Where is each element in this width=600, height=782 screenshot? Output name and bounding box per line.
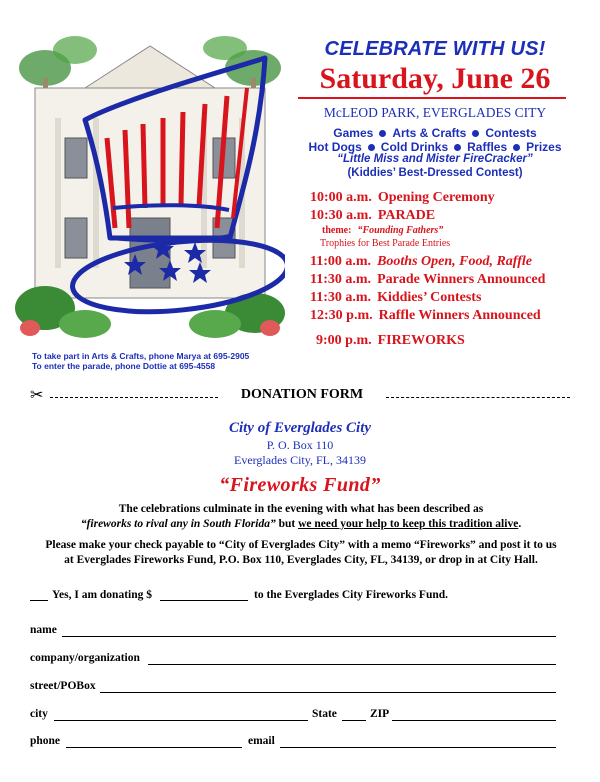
city-label: city [30,708,48,720]
uncle-sam-hat-illustration [15,28,285,346]
state-field[interactable] [342,720,366,721]
schedule-item [310,272,545,288]
bullet-icon [368,144,375,151]
help-appeal: we need your help to keep this tradition alive [298,518,519,530]
schedule-time: 9:00 p.m. [316,333,372,348]
phone-field[interactable] [66,747,242,748]
description-connector: but [275,518,299,530]
bullet-icon [513,144,520,151]
activity-item: Games [333,126,374,140]
name-label: name [30,624,57,636]
date-underline [298,97,566,99]
activity-item: Prizes [526,140,562,154]
parade-theme [322,225,443,236]
city-address: Everglades City, FL, 34139 [234,453,366,467]
theme-value: “Founding Fathers” [357,225,444,236]
donation-statement: Yes, I am donating $ [52,589,153,601]
schedule-event: Booths Open, Food, Raffle [377,254,532,269]
activity-item: Arts & Crafts [392,126,467,140]
zip-field[interactable] [392,720,556,721]
schedule-time: 10:00 a.m. [310,190,372,205]
schedule-time: 11:30 a.m. [310,290,372,305]
payment-instructions-line-1: Please make your check payable to “City of Everglades City” with a memo “Fireworks” and post it to us [45,539,557,551]
parade-trophies: Trophies for Best Parade Entries [320,238,451,249]
company-label: company/organization [30,652,140,664]
schedule-event: Kiddies’ Contests [377,290,482,305]
activities-line-1 [296,126,574,140]
theme-label: theme: [322,225,352,236]
zip-label: ZIP [370,708,390,720]
city-name: City of Everglades City [228,420,372,436]
street-label: street/POBox [30,680,96,692]
venue: McLEOD PARK, EVERGLADES CITY [323,105,547,120]
donation-amount-blank[interactable] [160,600,248,601]
activities-line-2 [296,140,574,154]
city-po-box: P. O. Box 110 [266,438,334,452]
contest-title: “Little Miss and Mister FireCracker” [337,153,533,165]
contact-arts-crafts: To take part in Arts & Crafts, phone Marya at 695-2905 [32,351,250,361]
bullet-icon [454,144,461,151]
schedule-item [310,254,532,270]
activity-item: Cold Drinks [380,140,449,154]
description-line-1: The celebrations culminate in the evening with what has been described as [118,503,484,515]
schedule-event: Raffle Winners Announced [378,308,541,323]
bullet-icon [379,130,386,137]
activity-item: Raffles [467,140,508,154]
schedule-time: 11:30 a.m. [310,272,372,287]
donation-statement-suffix: to the Everglades City Fireworks Fund. [254,589,449,601]
payment-instructions-line-2: at Everglades Fireworks Fund, P.O. Box 110, Everglades City, FL, 34139, or drop in at City Hall. [64,554,538,566]
street-field[interactable] [100,692,556,693]
donation-check-blank[interactable] [30,600,48,601]
schedule-time: 11:00 a.m. [310,254,372,269]
schedule-item [310,290,481,306]
event-date: Saturday, June 26 [319,62,551,95]
scissors-icon: ✂ [30,387,44,404]
activity-item: Contests [485,126,537,140]
state-label: State [312,708,337,720]
fireworks-fund-title: “Fireworks Fund” [219,474,381,496]
company-field[interactable] [148,664,556,665]
schedule-event: PARADE [377,208,436,223]
bullet-icon [472,130,479,137]
schedule-time: 10:30 a.m. [310,208,372,223]
schedule-event: FIREWORKS [377,333,465,348]
schedule-item [310,308,541,324]
contact-parade: To enter the parade, phone Dottie at 695-4558 [32,361,216,371]
celebrate-heading: CELEBRATE WITH US! [324,38,546,60]
cut-line-right [386,397,570,398]
phone-label: phone [30,735,61,747]
schedule-event: Opening Ceremony [377,190,495,205]
schedule-item [310,190,495,206]
fireworks-quote: “fireworks to rival any in South Florida” [80,518,276,530]
building [35,46,265,298]
email-label: email [248,735,275,747]
schedule-time: 12:30 p.m. [310,308,373,323]
name-field[interactable] [62,636,556,637]
schedule-event: Parade Winners Announced [377,272,546,287]
description-end: . [518,518,522,530]
city-field[interactable] [54,720,308,721]
email-field[interactable] [280,747,556,748]
cut-line-left [50,397,218,398]
contest-subtitle: (Kiddies’ Best-Dressed Contest) [347,167,523,179]
donation-form-title: DONATION FORM [240,387,364,402]
schedule-item [310,208,435,224]
activity-item: Hot Dogs [308,140,362,154]
description-line-2 [20,518,582,530]
schedule-item [316,333,465,349]
